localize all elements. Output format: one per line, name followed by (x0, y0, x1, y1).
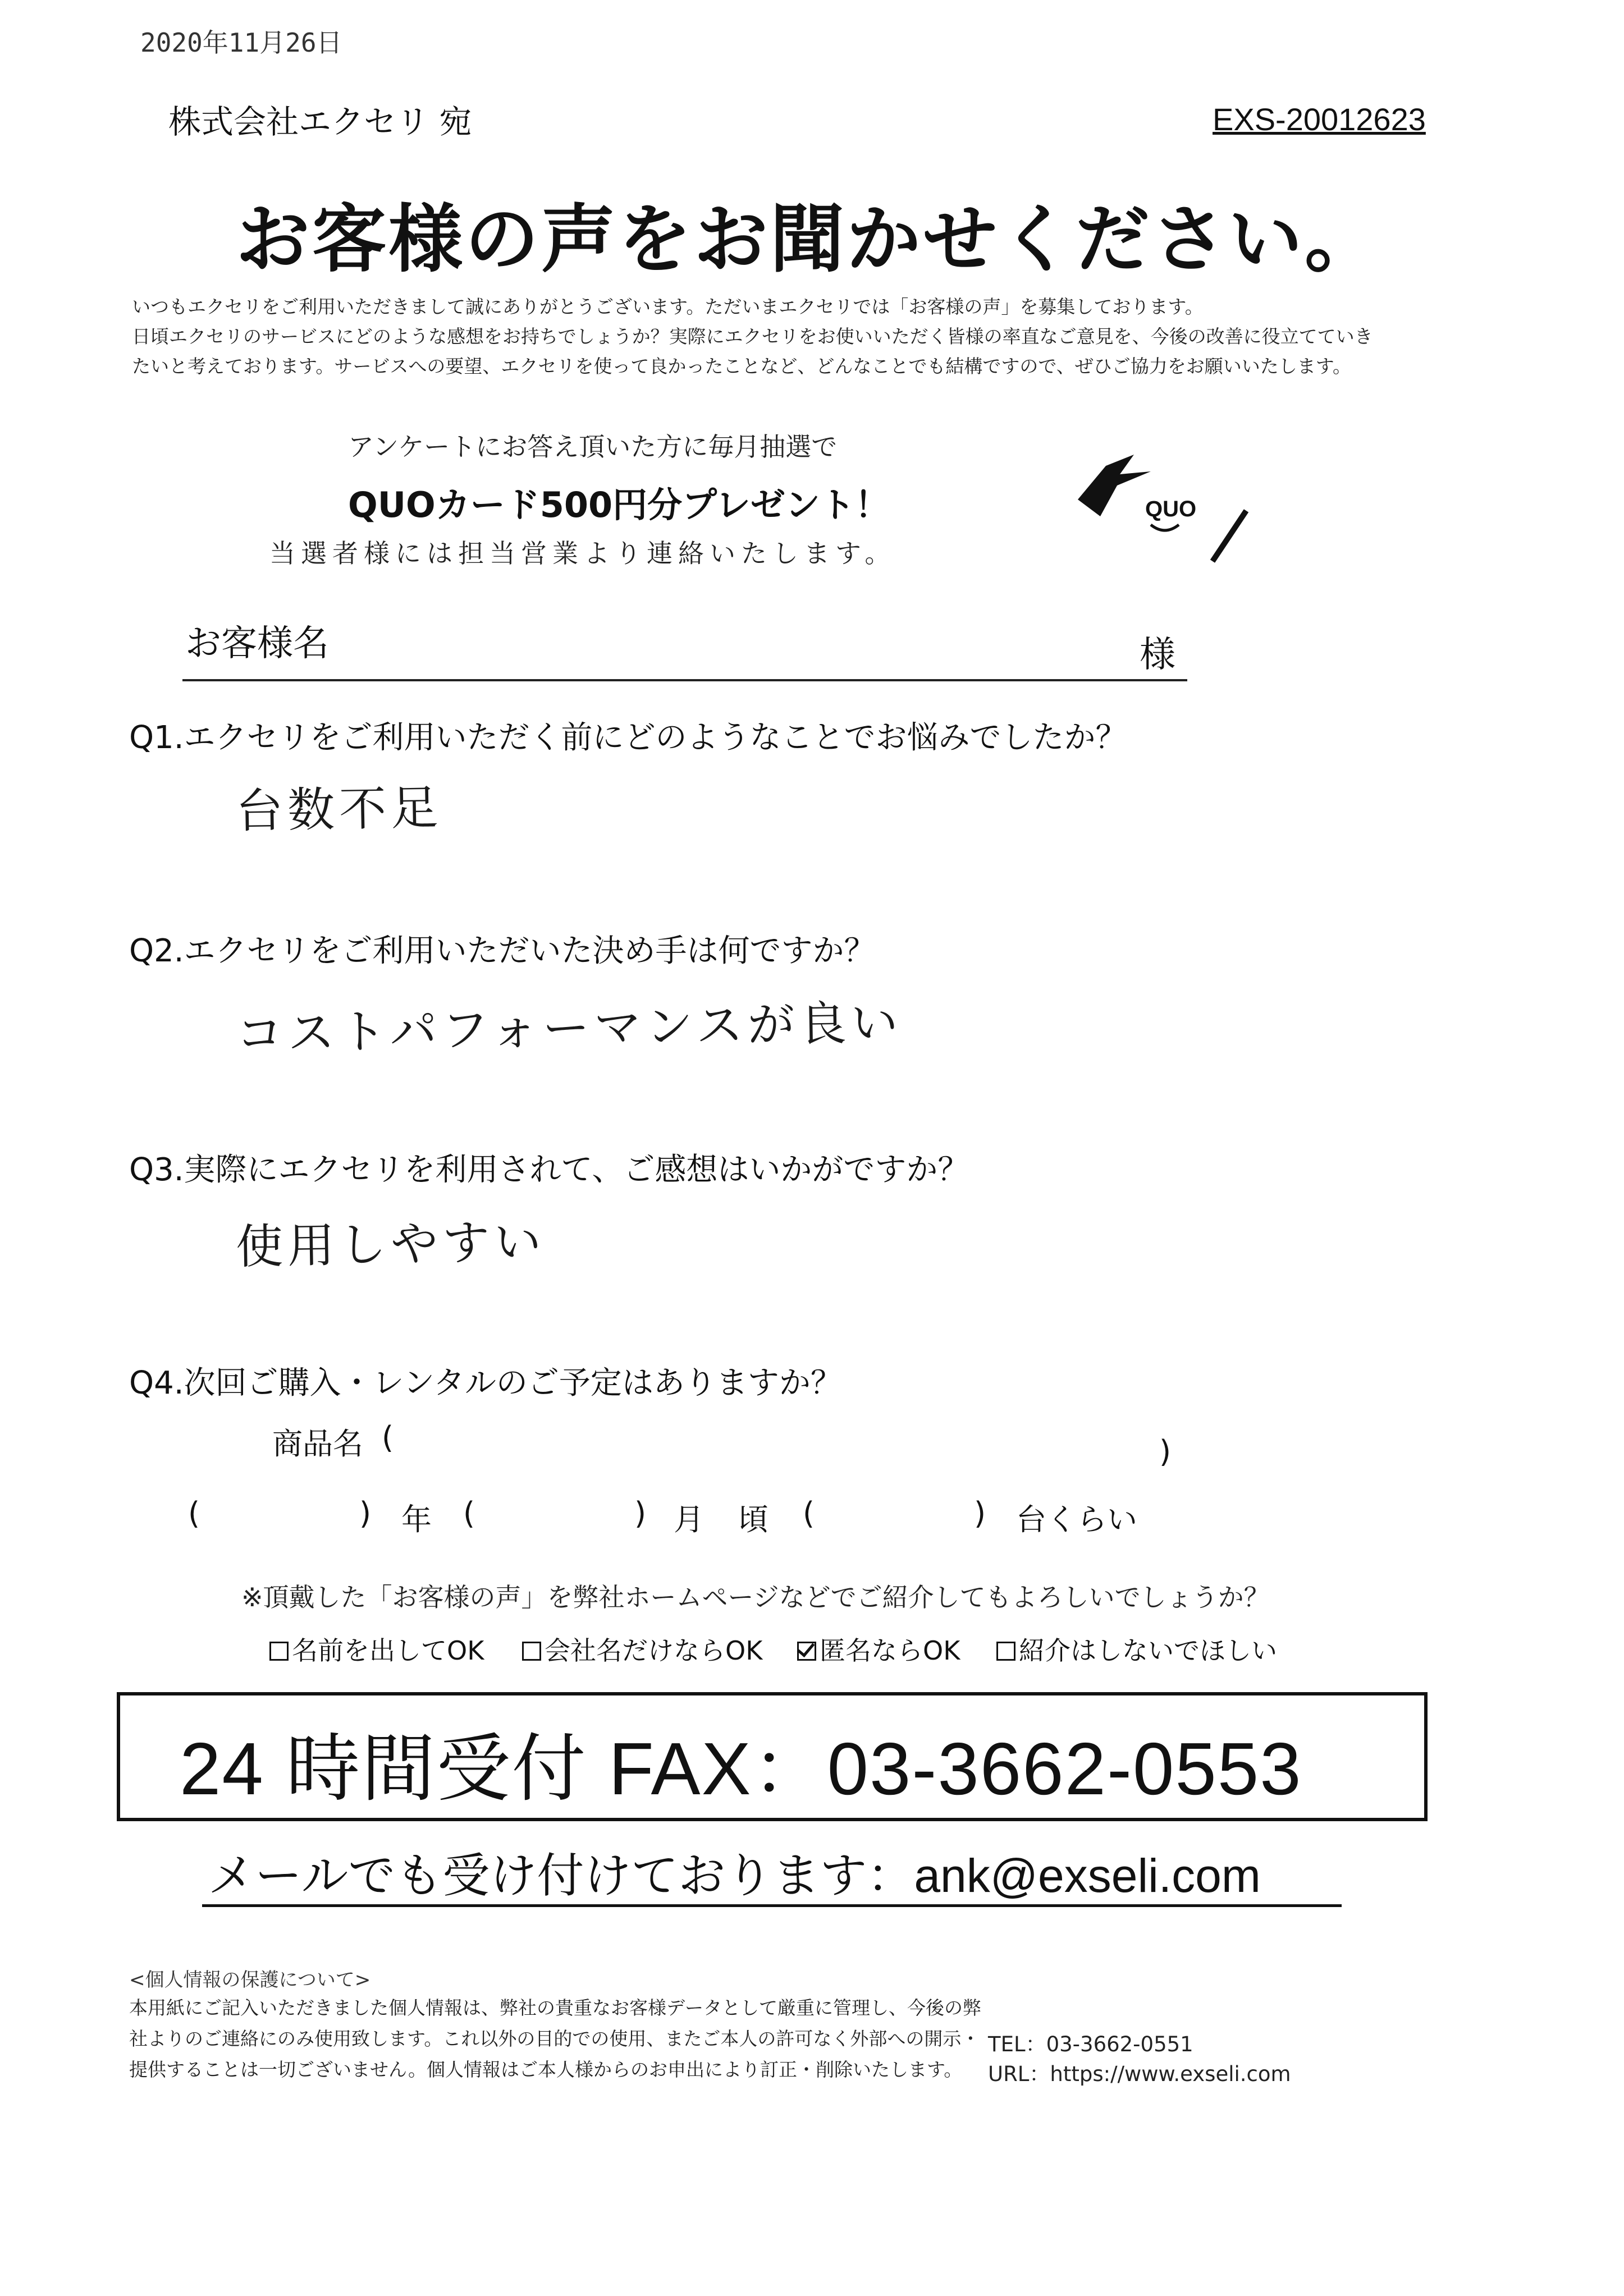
question-2: Q2.エクセリをご利用いただいた決め手は何ですか？ (129, 933, 876, 969)
question-4: Q4.次回ご購入・レンタルのご予定はありますか？ (129, 1365, 842, 1401)
consent-option-anonymous[interactable]: 匿名ならOK (797, 1630, 960, 1667)
units-close-paren: ) (974, 1496, 986, 1531)
privacy-line: 本用紙にご記入いただきました個人情報は、弊社の貴重なお客様データとして厳重に管理し、今後の弊 (129, 1997, 981, 2019)
email-underline (202, 1904, 1342, 1907)
product-open-paren: ( (382, 1420, 394, 1455)
question-3: Q3.実際にエクセリを利用されて、ご感想はいかがですか？ (129, 1152, 969, 1188)
customer-name-label: お客様名 (185, 623, 329, 664)
intro-line: 日頃エクセリのサービスにどのような感想をお持ちでしょうか？実際にエクセリをお使いいただく皆様の率直なご意見を、今後の改善に役立てていき (132, 326, 1373, 347)
year-open-paren: ( (188, 1496, 200, 1531)
privacy-line: 社よりのご連絡にのみ使用致します。これ以外の目的での使用、またご本人の許可なく外部への開示・ (129, 2028, 980, 2050)
checkbox-icon[interactable] (269, 1642, 289, 1661)
consent-option-name[interactable]: 名前を出してOK (269, 1630, 484, 1667)
intro-line: いつもエクセリをご利用いただきまして誠にありがとうございます。ただいまエクセリでは「お客様の声」を募集しております。 (132, 296, 1204, 318)
campaign-line-2: QUOカード500円分プレゼント！ (348, 484, 890, 525)
bird-icon (1067, 432, 1257, 572)
checkbox-icon[interactable] (996, 1642, 1015, 1661)
svg-text:QUO: QUO (1145, 497, 1197, 521)
intro-text (132, 292, 1479, 381)
consent-option-decline[interactable]: 紹介はしないでほしい (996, 1630, 1277, 1667)
contact-url: URL：https://www.exseli.com (988, 2062, 1291, 2086)
campaign-line-1: アンケートにお答え頂いた方に毎月抽選で (348, 432, 838, 462)
month-close-paren: ) (634, 1496, 647, 1531)
page-title: お客様の声をお聞かせください。 (236, 196, 1381, 283)
year-label: 年 (401, 1502, 432, 1537)
units-open-paren: ( (803, 1496, 815, 1531)
customer-name-suffix: 様 (1140, 634, 1175, 676)
checked-checkbox-icon[interactable] (797, 1642, 816, 1661)
recipient: 株式会社エクセリ 宛 (168, 103, 472, 141)
received-date: 2020年11月26日 (140, 28, 342, 58)
units-label: 台くらい (1016, 1502, 1137, 1537)
campaign-line-3: 当選者様には担当営業より連絡いたします。 (269, 538, 896, 569)
answer-3[interactable]: 使用しやすい (235, 1214, 546, 1275)
year-close-paren: ) (359, 1496, 372, 1531)
consent-question: ※頂戴した「お客様の声」を弊社ホームページなどでご紹介してもよろしいでしょうか？ (241, 1582, 1270, 1612)
customer-name-field[interactable] (182, 679, 1187, 681)
privacy-heading: <個人情報の保護について> (129, 1969, 371, 1991)
contact-tel: TEL：03-3662-0551 (988, 2032, 1193, 2056)
product-close-paren: ) (1159, 1434, 1172, 1469)
document-code: EXS-20012623 (1213, 102, 1426, 137)
intro-line: たいと考えております。サービスへの要望、エクセリを使って良かったことなど、どんなことでも結構ですので、ぜひご協力をお願いいたします。 (132, 355, 1352, 377)
answer-2[interactable]: コストパフォーマンスが良い (235, 995, 903, 1062)
fax-number: 24 時間受付 FAX：03-3662-0553 (180, 1727, 1302, 1810)
answer-1[interactable]: 台数不足 (235, 780, 443, 839)
approx-label: 頃 (738, 1502, 768, 1537)
privacy-line: 提供することは一切ございません。個人情報はご本人様からのお申出により訂正・削除いたします。 (129, 2059, 963, 2080)
question-1: Q1.エクセリをご利用いただく前にどのようなことでお悩みでしたか？ (129, 719, 1127, 756)
email-notice: メールでも受け付けております：ank@exseli.com (208, 1849, 1261, 1902)
checkbox-icon[interactable] (522, 1642, 541, 1661)
quo-card-logo (1067, 432, 1257, 575)
consent-option-company[interactable]: 会社名だけならOK (522, 1630, 762, 1667)
product-name-label: 商品名 (272, 1426, 363, 1461)
month-label: 月 (674, 1502, 704, 1537)
month-open-paren: ( (463, 1496, 475, 1531)
privacy-text (129, 1992, 981, 2085)
